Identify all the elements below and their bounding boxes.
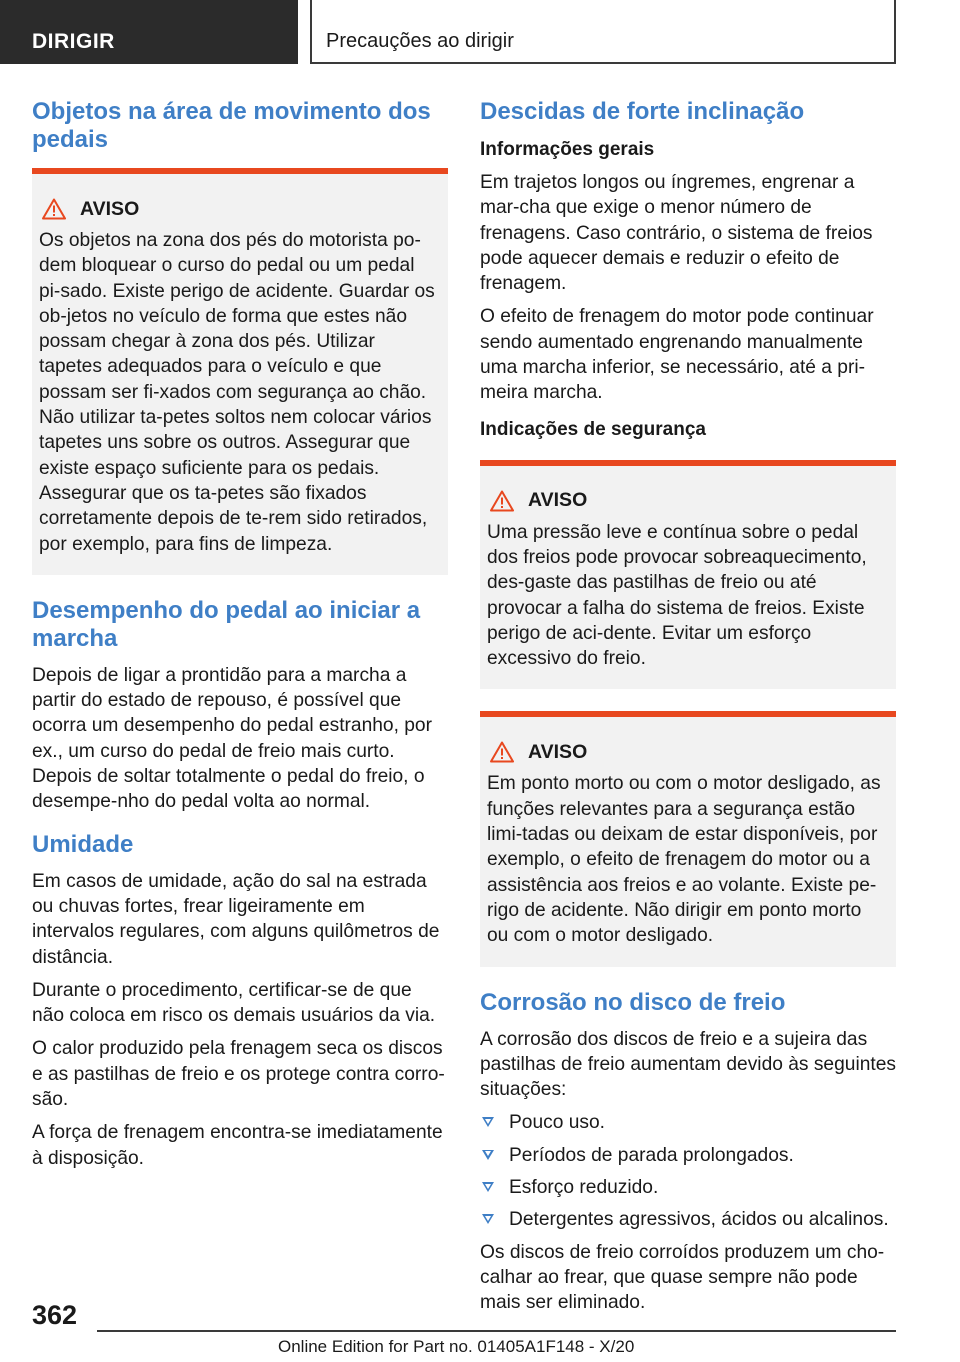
paragraph-humidity-4: A força de frenagem encontra-se imediatamente à disposição.	[32, 1122, 443, 1169]
warning-title-text: AVISO	[80, 197, 140, 220]
paragraph-corrosion-2: Os discos de freio corroídos produzem um cho-calhar ao frear, que quase sempre não pode mais ser eliminado.	[480, 1241, 885, 1314]
bullet-triangle-icon	[482, 1117, 494, 1127]
warning-box-brake-pressure	[480, 460, 896, 690]
paragraph-pedal: Depois de ligar a prontidão para a marcha a partir do estado de repouso, é possível que ocorra um desempenho do pedal estranho, por ex., um curso do pedal de freio mais curto. Depois de soltar totalmente o pedal do freio, o desempe-nho do pedal volta ao normal.	[32, 664, 432, 813]
list-item: Esforço reduzido.	[480, 1175, 896, 1200]
warning-title	[487, 488, 886, 514]
chapter-tab	[310, 0, 896, 64]
warning-box-objects	[32, 168, 448, 575]
warning-box-neutral	[480, 711, 896, 966]
heading-steep-descents: Descidas de forte inclinação	[480, 98, 805, 125]
paragraph-descents-1: Em trajetos longos ou íngremes, engrenar a mar-cha que exige o menor número de frenagens. Caso contrário, o sistema de freios pode aquecer demais e reduzir o efeito de frenagem.	[480, 172, 873, 295]
footer-edition: Online Edition for Part no. 01405A1F148 - X/20	[278, 1337, 635, 1356]
left-column	[32, 98, 448, 1179]
warning-title-text: AVISO	[528, 489, 588, 512]
section-tab	[0, 0, 298, 64]
list-item: Períodos de parada prolongados.	[480, 1143, 896, 1168]
bullet-triangle-icon	[482, 1182, 494, 1192]
paragraph-descents-2: O efeito de frenagem do motor pode continuar sendo aumentado engrenando manualmente uma marcha inferior, se necessário, até a pri-meira marcha.	[480, 306, 874, 404]
paragraph-humidity-3: O calor produzido pela frenagem seca os discos e as pastilhas de freio e os protege contra corro-são.	[32, 1038, 445, 1111]
warning-title	[39, 196, 438, 222]
page-number: 362	[32, 1300, 78, 1330]
bullet-triangle-icon	[482, 1150, 494, 1160]
warning-title-text: AVISO	[528, 740, 588, 763]
warning-text: Uma pressão leve e contínua sobre o pedal dos freios pode provocar sobreaquecimento, des-gaste das pastilhas de freio ou até provocar a falha do sistema de freios. Existe perigo de aci-dente. Evitar um esforço excessivo do freio.	[487, 521, 867, 670]
right-column	[480, 98, 896, 1324]
corrosion-list	[480, 1110, 896, 1232]
footer-divider	[97, 1330, 896, 1332]
paragraph-corrosion: A corrosão dos discos de freio e a sujeira das pastilhas de freio aumentam devido às seguintes situações:	[480, 1028, 896, 1101]
warning-text: Os objetos na zona dos pés do motorista po-dem bloquear o curso do pedal ou um pedal pi-sado. Existe perigo de acidente. Guardar os ob-jetos no veículo de forma que estes não possam chegar à zona dos pés. Utilizar tapetes adequados para o veículo e que possam ser fi-xados com segurança ao chão. Não utilizar ta-petes soltos nem colocar vários tapetes uns sobre os outros. Assegurar que existe espaço suficiente para os pedais. Assegurar que os ta-petes são fixados corretamente depois de te-rem sido retirados, por exemplo, para fins de limpeza.	[39, 230, 435, 555]
bullet-triangle-icon	[482, 1214, 494, 1224]
list-item: Pouco uso.	[480, 1110, 896, 1135]
chapter-title: Precauções ao dirigir	[326, 30, 514, 52]
warning-triangle-icon	[490, 490, 514, 512]
warning-triangle-icon	[42, 198, 66, 220]
heading-pedal-performance: Desempenho do pedal ao iniciar a marcha	[32, 596, 421, 652]
heading-objects-pedals: Objetos na área de movimento dos pedais	[32, 98, 431, 153]
paragraph-humidity-1: Em casos de umidade, ação do sal na estrada ou chuvas fortes, frear ligeiramente em intervalos regulares, com alguns quilômetros de distância.	[32, 870, 440, 968]
paragraph-humidity-2: Durante o procedimento, certificar-se de que não coloca em risco os demais usuários da via.	[32, 979, 436, 1027]
heading-brake-corrosion: Corrosão no disco de freio	[480, 988, 786, 1016]
warning-triangle-icon	[490, 741, 514, 763]
heading-humidity: Umidade	[32, 830, 134, 858]
warning-text: Em ponto morto ou com o motor desligado, as funções relevantes para a segurança estão limi-tadas ou deixam de estar disponíveis, por exemplo, o efeito de frenagem do motor ou a assistência aos freios e ao volante. Existe pe-rigo de acidente. Não dirigir em ponto morto ou com o motor desligado.	[487, 773, 881, 947]
subheading-safety: Indicações de segurança	[480, 418, 706, 440]
section-title: DIRIGIR	[32, 30, 115, 53]
subheading-general-info: Informações gerais	[480, 139, 655, 160]
warning-title	[487, 739, 886, 765]
list-item: Detergentes agressivos, ácidos ou alcalinos.	[480, 1207, 896, 1232]
